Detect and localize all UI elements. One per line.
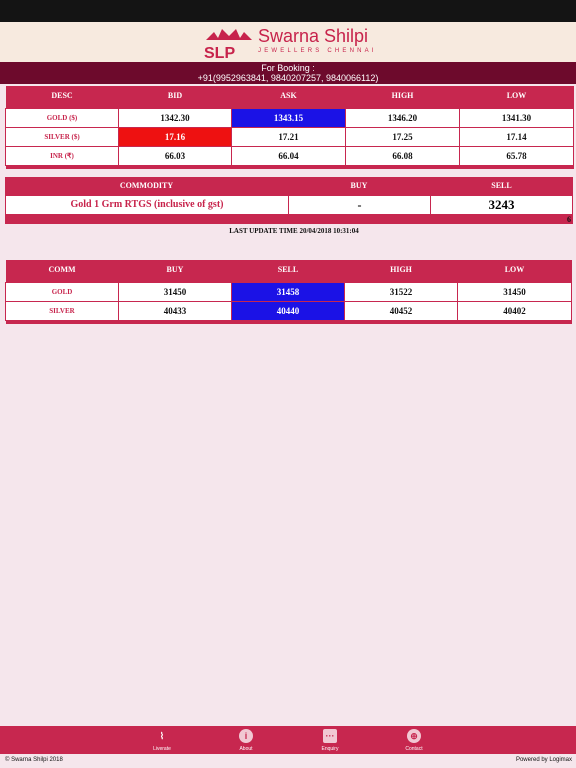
last-update-time: LAST UPDATE TIME 20/04/2018 10:31:04 (229, 227, 359, 235)
header-commodity: COMMODITY (119, 181, 174, 190)
row-high: 1346.20 (346, 108, 460, 127)
rtgs-sell: 3243 (488, 197, 515, 212)
booking-title: For Booking : (261, 63, 315, 73)
table-row (6, 301, 572, 320)
row-high: 66.08 (346, 146, 460, 165)
tab-label: Contact (405, 746, 423, 752)
status-bar (0, 0, 576, 22)
row-desc: SILVER ($) (6, 127, 119, 146)
info-icon: i (239, 729, 253, 743)
brand-name: Swarna Shilpi (258, 26, 369, 46)
rtgs-panel (5, 177, 573, 224)
row-high: 31522 (345, 282, 458, 301)
header-low: LOW (458, 260, 572, 278)
table-row (6, 108, 574, 127)
row-buy: 31450 (119, 282, 232, 301)
powered-by: Powered by Logimax (515, 757, 572, 763)
row-ask: 66.04 (232, 146, 346, 165)
header-high: HIGH (345, 260, 458, 278)
row-buy: 40433 (119, 301, 232, 320)
pulse-icon: ⌇ (159, 731, 165, 741)
header-bid: BID (119, 86, 232, 104)
row-ask: 1343.15 (232, 108, 346, 127)
tab-liverate[interactable] (120, 726, 204, 754)
table-row (6, 146, 574, 165)
row-sell: 40440 (232, 301, 345, 320)
booking-banner (0, 62, 576, 84)
commodity-header (6, 260, 572, 278)
row-desc: INR (₹) (6, 146, 119, 165)
row-comm: SILVER (6, 301, 119, 320)
row-comm: GOLD (6, 282, 119, 301)
row-sell: 31458 (232, 282, 345, 301)
header-comm: COMM (6, 260, 119, 278)
table-row (5, 195, 573, 215)
rtgs-buy: - (289, 196, 431, 214)
row-low: 31450 (458, 282, 572, 301)
row-low: 1341.30 (460, 108, 574, 127)
spot-rates-table (5, 86, 574, 169)
chat-icon: ··· (323, 729, 337, 743)
row-low: 65.78 (460, 146, 574, 165)
logo-letters: SLP (204, 45, 236, 60)
table-row (6, 282, 572, 301)
row-desc: GOLD ($) (6, 108, 119, 127)
tab-label: Liverate (153, 746, 171, 752)
row-ask: 17.21 (232, 127, 346, 146)
tab-enquiry[interactable] (288, 726, 372, 754)
tab-contact[interactable] (372, 726, 456, 754)
tab-label: Enquiry (321, 746, 339, 752)
booking-phones[interactable]: +91(9952963841, 9840207257, 9840066112) (197, 73, 379, 83)
row-low: 17.14 (460, 127, 574, 146)
header-high: HIGH (346, 86, 460, 104)
row-bid: 1342.30 (119, 108, 232, 127)
page-footer (0, 754, 576, 768)
row-high: 40452 (345, 301, 458, 320)
header-ask: ASK (232, 86, 346, 104)
header-sell: SELL (232, 260, 345, 278)
brand-logo-icon (204, 26, 254, 60)
header-desc: DESC (6, 86, 119, 104)
rtgs-header (5, 177, 573, 195)
bottom-tab-bar (0, 726, 576, 754)
brand-tagline: JEWELLERS CHENNAI (258, 48, 377, 54)
row-bid: 66.03 (119, 146, 232, 165)
row-low: 40402 (458, 301, 572, 320)
table-row (6, 127, 574, 146)
header-buy: BUY (119, 260, 232, 278)
rtgs-footer (5, 215, 573, 224)
tab-label: About (239, 746, 253, 752)
spot-rates-header (6, 86, 574, 104)
header-low: LOW (460, 86, 574, 104)
tab-about[interactable] (204, 726, 288, 754)
header-sell: SELL (491, 181, 512, 190)
globe-icon: ⊕ (407, 729, 421, 743)
commodity-rates-table (5, 260, 572, 324)
header-buy: BUY (350, 181, 368, 190)
rtgs-note: 6 (567, 215, 571, 224)
copyright: © Swarna Shilpi 2018 (5, 757, 63, 763)
row-bid: 17.16 (119, 127, 232, 146)
header-logo-area (0, 22, 576, 62)
rtgs-commodity: Gold 1 Grm RTGS (inclusive of gst) (6, 196, 289, 214)
row-high: 17.25 (346, 127, 460, 146)
